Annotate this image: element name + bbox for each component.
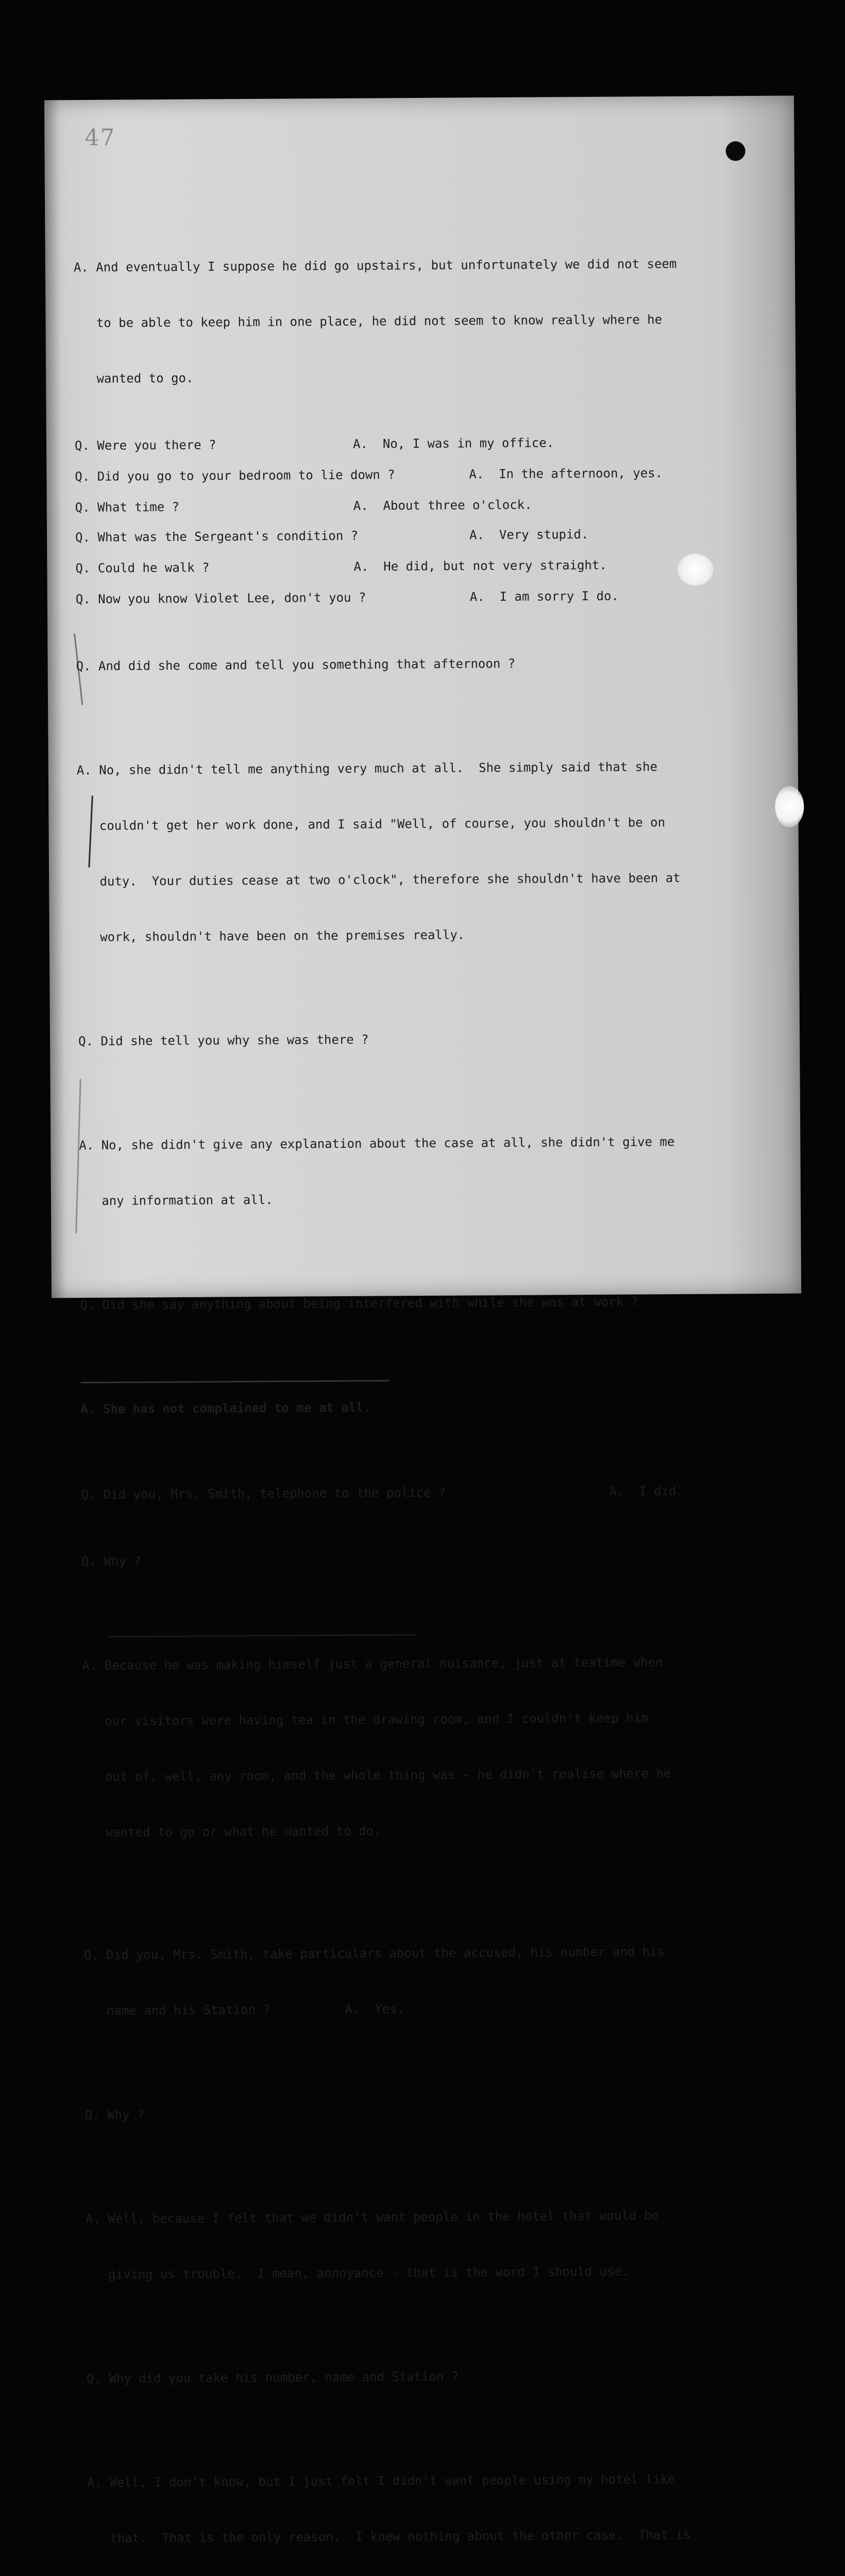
question-text: Q. Did you, Mrs. Smith, telephone to the police ? — [81, 1485, 446, 1502]
qa-row — [75, 555, 768, 578]
text-line: Q. Did she say anything about being interfered with while she was at work ? — [80, 1294, 638, 1313]
qa-row — [81, 1481, 774, 1504]
transcript-body — [73, 217, 784, 2576]
question-paragraph — [86, 2328, 780, 2425]
text-line: Q. Did she tell you why she was there ? — [78, 1032, 369, 1049]
answer-text: A. Very stupid. — [469, 527, 589, 543]
qa-row — [75, 494, 768, 517]
text-line: wanted to go or what he wanted to do. — [83, 1823, 381, 1840]
qa-row — [76, 586, 769, 608]
text-line: that. That is the only reason. I knew nothing about the other case. That is — [87, 2527, 691, 2546]
text-line: A. She has not complained to me at all. — [80, 1400, 371, 1417]
text-line: duty. Your duties cease at two o'clock", therefore she shouldn't have been at — [77, 870, 681, 889]
text-line: any information at all. — [79, 1192, 273, 1209]
text-line: giving us trouble. I mean, annoyance - that is the word I should use. — [86, 2264, 630, 2282]
text-line: Q. Why did you take his number, name and Station ? — [86, 2369, 459, 2386]
punch-hole — [725, 141, 745, 161]
document-page — [44, 96, 801, 2546]
answer-paragraph — [79, 1095, 773, 1247]
answer-paragraph — [87, 2432, 781, 2576]
question-paragraph — [80, 1255, 773, 1351]
pencil-underline — [108, 1634, 417, 1637]
question-paragraph — [81, 1511, 775, 1608]
answer-text: A. He did, but not very straight. — [353, 557, 607, 574]
question-text: Q. Did you go to your bedroom to lie down ? — [75, 467, 395, 484]
text-line: work, shouldn't have been on the premises really. — [77, 927, 465, 945]
text-line: out of, well, any room, and the whole thing was - he didn't realise where he — [82, 1766, 671, 1785]
answer-text: A. I did. — [609, 1483, 684, 1499]
text-line: A. No, she didn't tell me anything very much at all. She simply said that she — [76, 759, 657, 778]
text-line: Q. Did you, Mrs. Smith, take particulars about the accused, his number and his — [83, 1944, 665, 1963]
text-line: our visitors were having tea in the drawing room, and I couldn't keep him — [82, 1710, 649, 1729]
answer-paragraph — [76, 720, 771, 984]
question-paragraph — [78, 991, 772, 1088]
question-text: Q. Were you there ? — [74, 437, 216, 453]
pencil-underline — [80, 1380, 390, 1383]
question-paragraph — [76, 616, 769, 713]
text-line: to be able to keep him in one place, he did not seem to know really where he — [74, 312, 663, 331]
question-text: Q. Could he walk ? — [75, 560, 210, 576]
text-line: Q. Why ? — [81, 1554, 141, 1569]
answer-text: A. I am sorry I do. — [469, 588, 619, 604]
question-paragraph — [84, 2064, 778, 2161]
page-number: 47 — [84, 124, 116, 151]
text-line: wanted to go. — [74, 370, 194, 386]
qa-row — [75, 463, 768, 486]
answer-paragraph — [82, 1615, 776, 1897]
answer-paragraph — [80, 1359, 774, 1474]
text-line: A. Well, because I felt that we didn't want people in the hotel that would be — [85, 2208, 659, 2227]
text-line: A. Because he was making himself just a general nuisance, just at teatime when — [82, 1655, 663, 1673]
paper-stain — [775, 786, 804, 827]
text-line: couldn't get her work done, and I said "Well, of course, you shouldn't be on — [77, 815, 666, 834]
answer-paragraph — [73, 217, 767, 425]
answer-text: A. In the afternoon, yes. — [469, 466, 663, 482]
question-text: Q. What time ? — [75, 499, 180, 515]
text-line: A. And eventually I suppose he did go upstairs, but unfortunately we did not seem — [73, 256, 677, 275]
text-line: A. Well, I don't know, but I just felt I didn't want people using my hotel like — [87, 2472, 675, 2490]
text-line: Q. Why ? — [84, 2107, 145, 2123]
text-line: name and his Station ? A. Yes. — [84, 2002, 404, 2019]
answer-text: A. About three o'clock. — [353, 497, 532, 513]
question-text: Q. What was the Sergeant's condition ? — [75, 528, 359, 545]
answer-paragraph — [85, 2168, 779, 2321]
question-text: Q. Now you know Violet Lee, don't you ? — [75, 590, 366, 607]
answer-text: A. No, I was in my office. — [352, 435, 554, 451]
question-paragraph — [83, 1905, 778, 2057]
text-line: Q. And did she come and tell you something that afternoon ? — [76, 656, 516, 674]
qa-row — [75, 432, 768, 455]
text-line: A. No, she didn't give any explanation about the case at all, she didn't give me — [79, 1134, 675, 1153]
qa-row — [75, 524, 768, 547]
